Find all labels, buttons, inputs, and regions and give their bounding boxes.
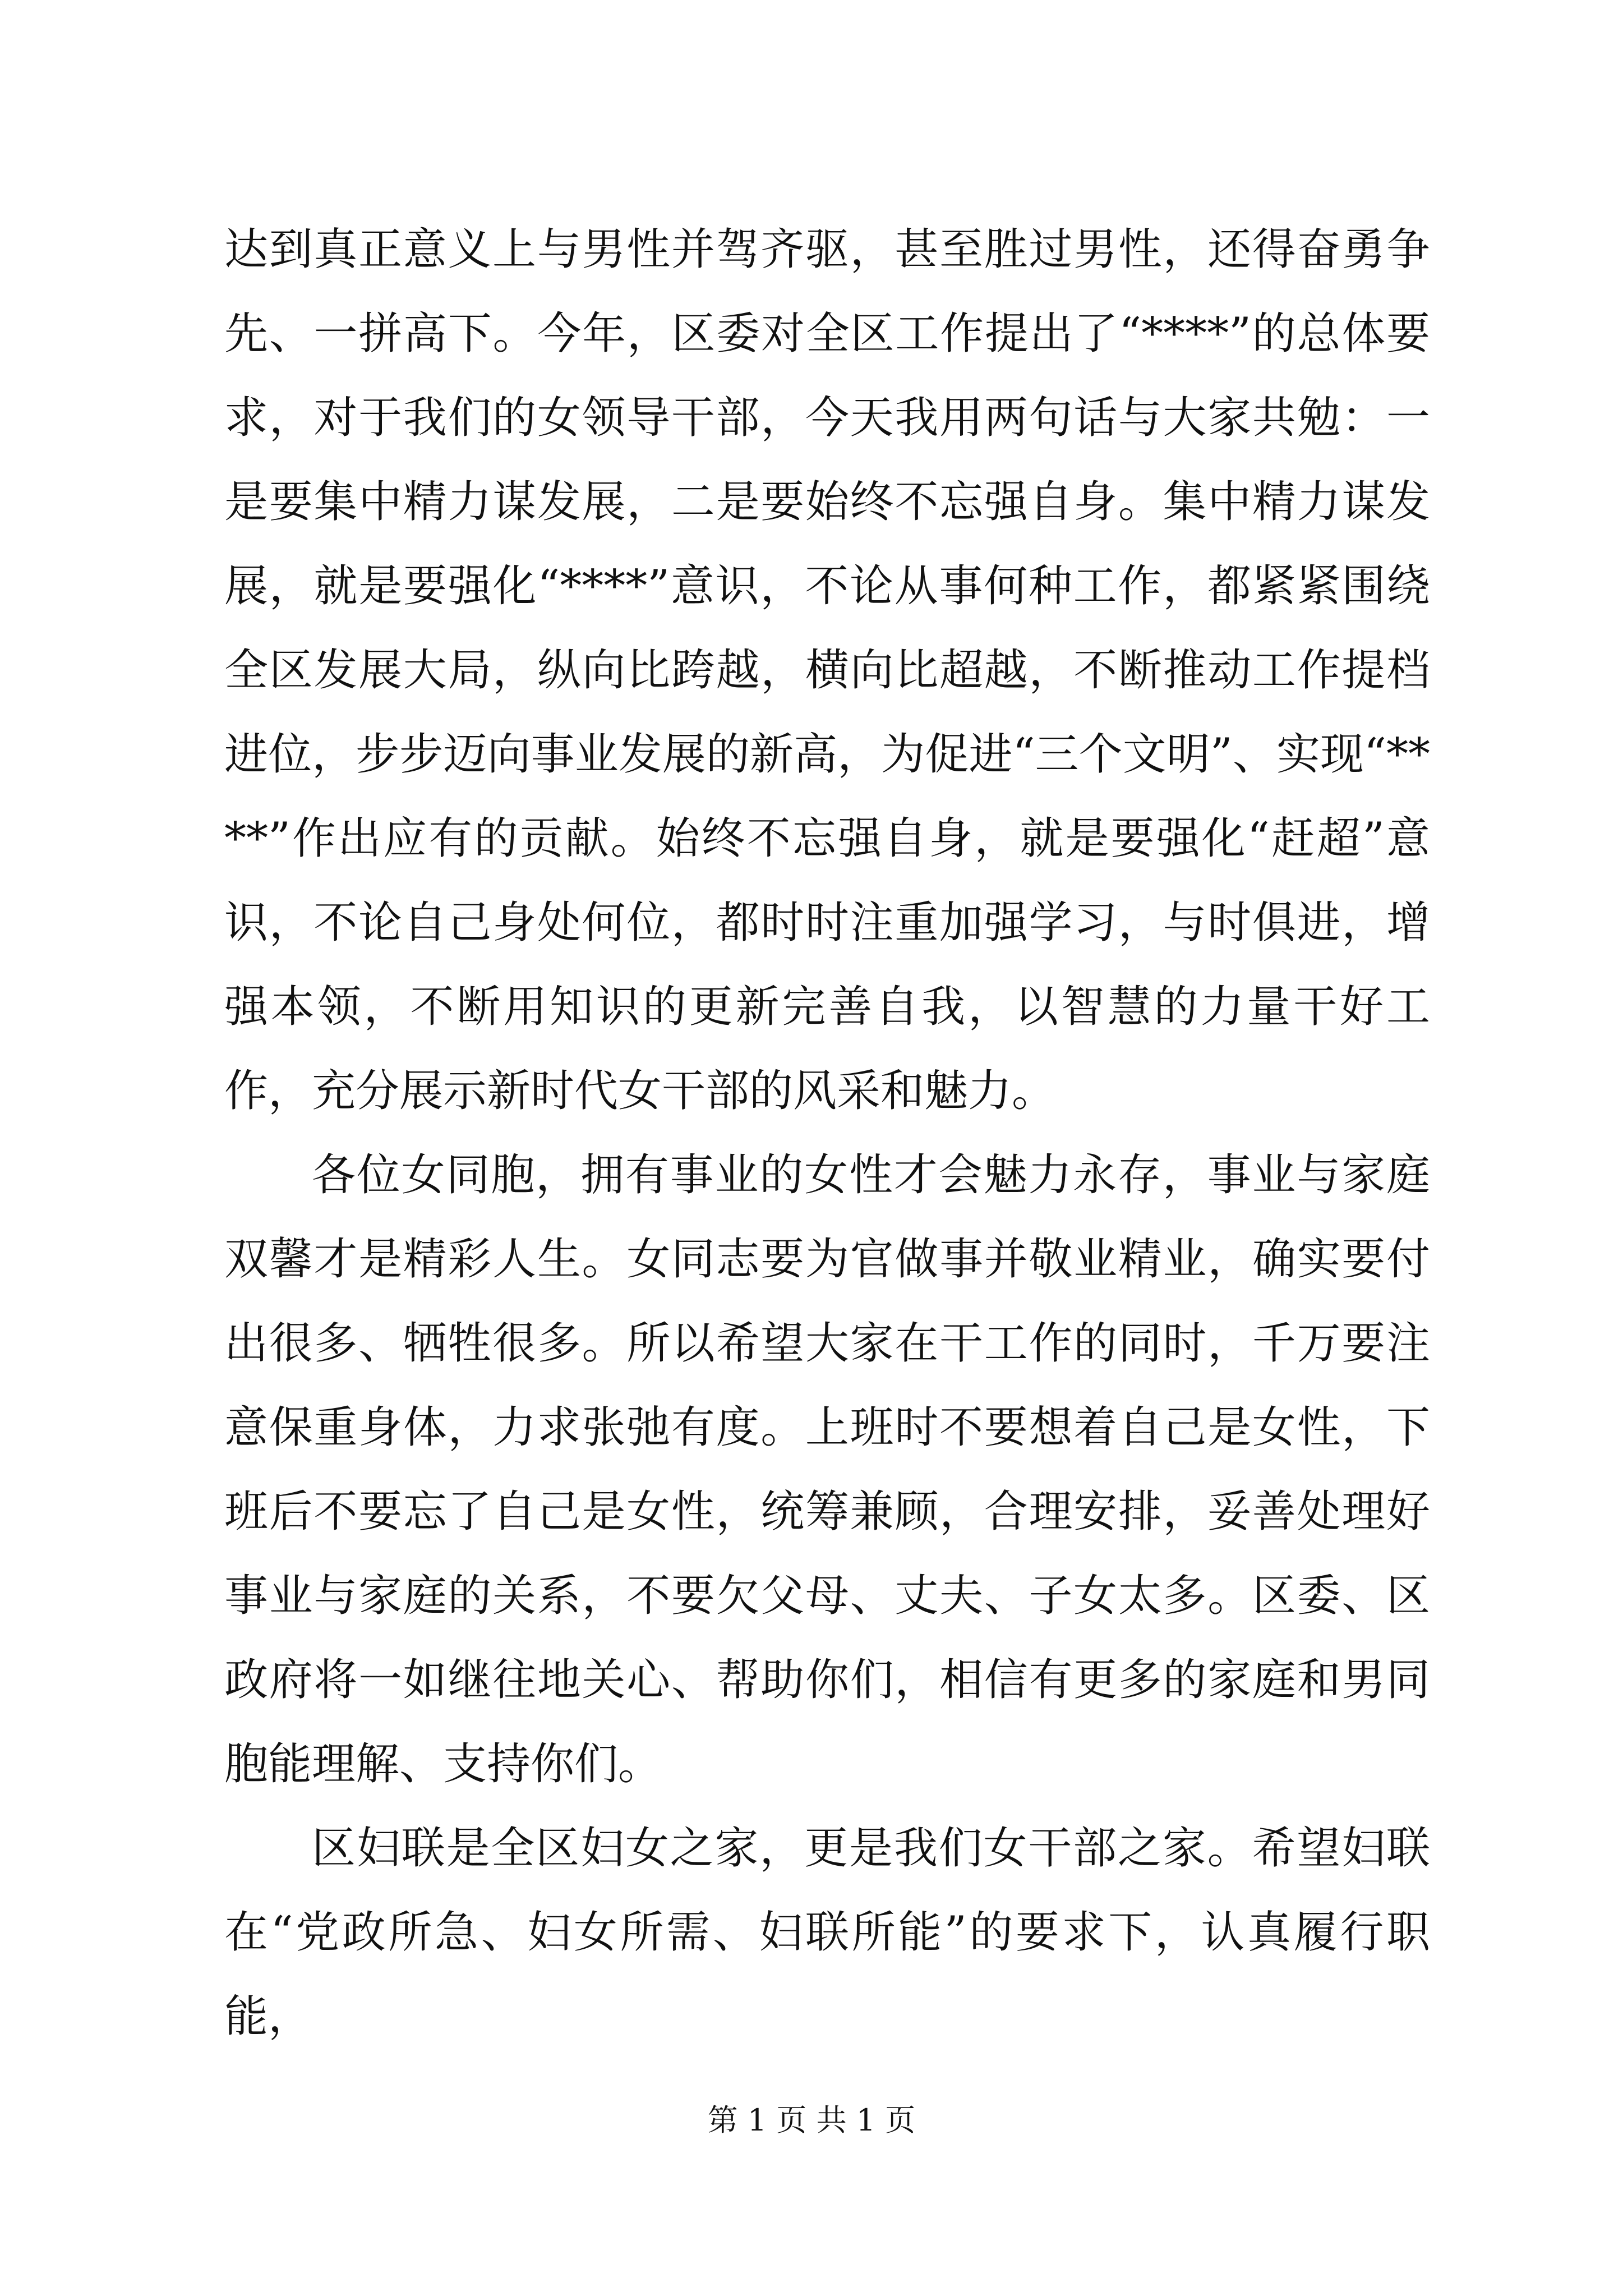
paragraph-work-and-family: 各位女同胞，拥有事业的女性才会魅力永存，事业与家庭双馨才是精彩人生。女同志要为官做事并敬业精业，确实要付出很多、牺牲很多。所以希望大家在干工作的同时，千万要注意保重身体，力求张弛有度。上班时不要想着自己是女性，下班后不要忘了自己是女性，统筹兼顾，合理安排，妥善处理好事业与家庭的关系，不要欠父母、丈夫、子女太多。区委、区政府将一如继往地关心、帮助你们，相信有更多的家庭和男同胞能理解、支持你们。 [224,1150,1430,1789]
paragraph-womens-federation: 区妇联是全区妇女之家，更是我们女干部之家。希望妇联在“党政所急、妇女所需、妇联所能”的要求下，认真履行职能， [224,1823,1430,2042]
paragraph-continuation: 达到真正意义上与男性并驾齐驱，甚至胜过男性，还得奋勇争先、一拼高下。今年，区委对全区工作提出了“****”的总体要求，对于我们的女领导干部，今天我用两句话与大家共勉：一是要集中精力谋发展，二是要始终不忘强自身。集中精力谋发展，就是要强化“****”意识，不论从事何种工作，都紧紧围绕全区发展大局，纵向比跨越，横向比超越，不断推动工作提档进位，步步迈向事业发展的新高，为促进“三个文明”、实现“****”作出应有的贡献。始终不忘强自身，就是要强化“赶超”意识，不论自己身处何位，都时时注重加强学习，与时俱进，增强本领，不断用知识的更新完善自我，以智慧的力量干好工作，充分展示新时代女干部的风采和魅力。 [224,224,1430,1116]
page-footer: 第 1 页 共 1 页 [707,2102,916,2138]
document-body [224,208,1430,2059]
